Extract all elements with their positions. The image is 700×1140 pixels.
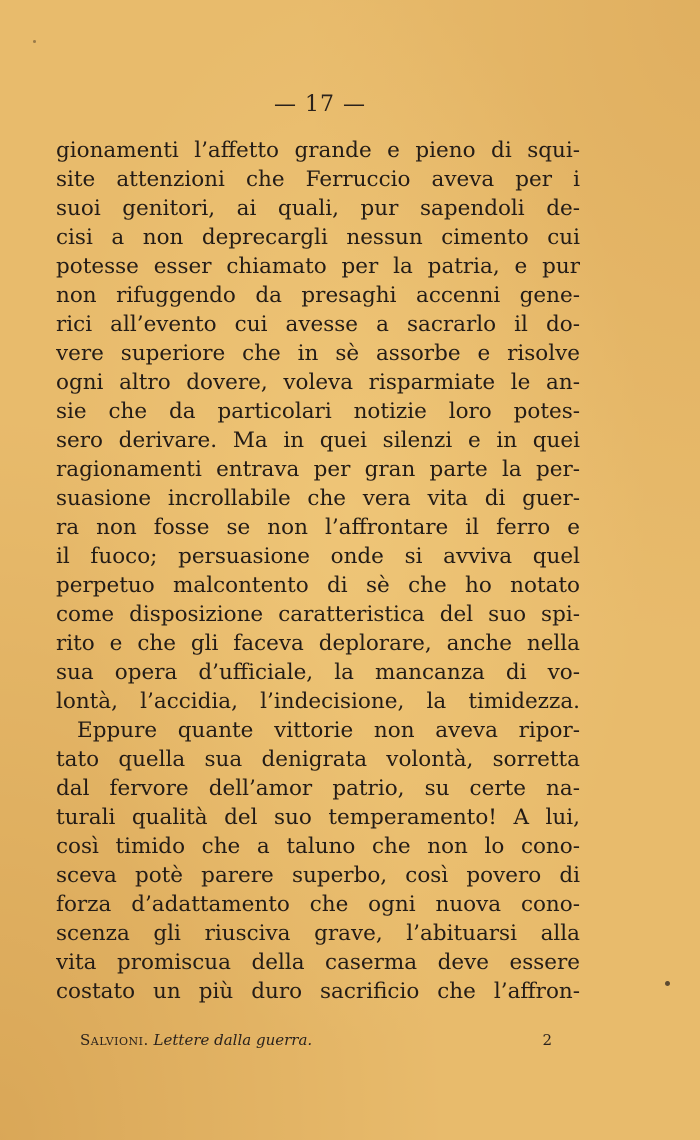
paragraph-2 xyxy=(56,716,580,1006)
text-line: suoi genitori, ai quali, pur sapendoli de- xyxy=(56,196,580,221)
text-line: perpetuo malcontento di sè che ho notato xyxy=(56,573,580,598)
text-line: potesse esser chiamato per la patria, e pur xyxy=(56,254,580,279)
text-line: rici all’evento cui avesse a sacrarlo il do- xyxy=(56,312,580,337)
footer-signature-mark: 2 xyxy=(542,1031,552,1049)
text-line: come disposizione caratteristica del suo spi- xyxy=(56,602,580,627)
paper-speck xyxy=(33,40,36,43)
text-line: rito e che gli faceva deplorare, anche nella xyxy=(56,631,580,656)
text-line: forza d’adattamento che ogni nuova cono- xyxy=(56,892,580,917)
text-line: lontà, l’accidia, l’indecisione, la timidezza. xyxy=(56,689,580,714)
text-line: costato un più duro sacrificio che l’affron- xyxy=(56,979,580,1004)
footer-running-title xyxy=(80,1031,312,1049)
text-line: vere superiore che in sè assorbe e risolve xyxy=(56,341,580,366)
text-line: Eppure quante vittorie non aveva ripor- xyxy=(77,718,580,743)
text-line: cisi a non deprecargli nessun cimento cui xyxy=(56,225,580,250)
text-line: sie che da particolari notizie loro potes- xyxy=(56,399,580,424)
text-line: così timido che a taluno che non lo cono- xyxy=(56,834,580,859)
text-line: il fuoco; persuasione onde si avviva quel xyxy=(56,544,580,569)
paper-speck xyxy=(665,981,670,986)
text-line: sua opera d’ufficiale, la mancanza di vo- xyxy=(56,660,580,685)
text-line: sceva potè parere superbo, così povero di xyxy=(56,863,580,888)
page-number: — 17 — xyxy=(274,92,366,117)
text-line: vita promiscua della caserma deve essere xyxy=(56,950,580,975)
footer-book-title: Lettere dalla guerra. xyxy=(153,1031,313,1049)
text-line: suasione incrollabile che vera vita di guer- xyxy=(56,486,580,511)
text-line: tato quella sua denigrata volontà, sorretta xyxy=(56,747,580,772)
text-line: gionamenti l’affetto grande e pieno di squi- xyxy=(56,138,580,163)
text-line: scenza gli riusciva grave, l’abituarsi alla xyxy=(56,921,580,946)
paragraph-1 xyxy=(56,136,580,716)
body-text xyxy=(56,136,580,1006)
text-line: non rifuggendo da presaghi accenni gene- xyxy=(56,283,580,308)
footer-author: Salvioni. xyxy=(80,1031,149,1049)
text-line: sero derivare. Ma in quei silenzi e in quei xyxy=(56,428,580,453)
text-line: ogni altro dovere, voleva risparmiate le an- xyxy=(56,370,580,395)
text-line: dal fervore dell’amor patrio, su certe na- xyxy=(56,776,580,801)
text-line: ragionamenti entrava per gran parte la per- xyxy=(56,457,580,482)
text-line: site attenzioni che Ferruccio aveva per i xyxy=(56,167,580,192)
text-line: ra non fosse se non l’affrontare il ferro e xyxy=(56,515,580,540)
text-line: turali qualità del suo temperamento! A lui, xyxy=(56,805,580,830)
